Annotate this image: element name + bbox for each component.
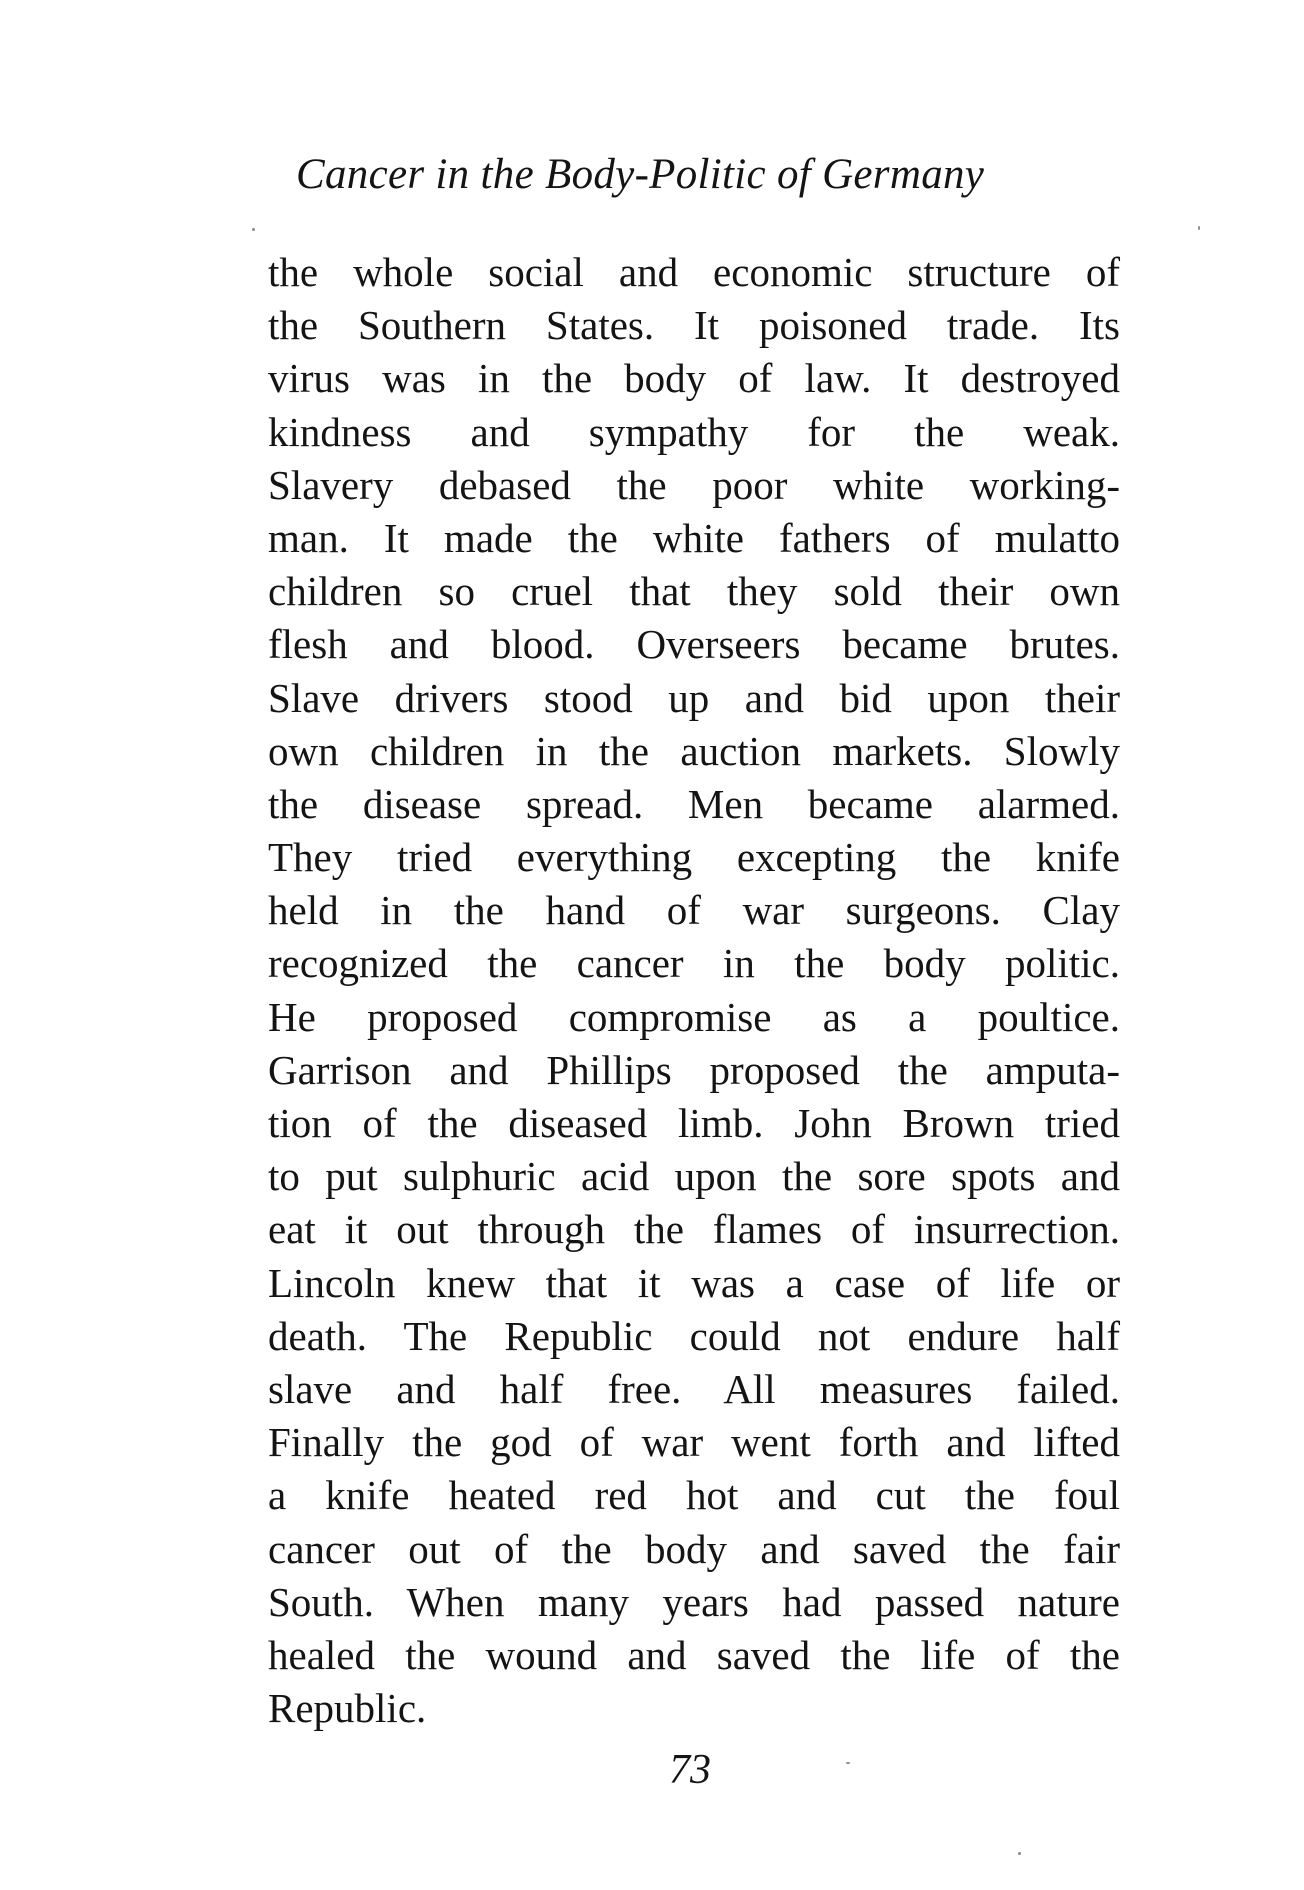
text-line: tion of the diseased limb. John Brown tried <box>268 1100 1120 1146</box>
body-text <box>268 246 1120 1735</box>
text-line: own children in the auction markets. Slowly <box>268 727 1120 774</box>
text-line: virus was in the body of law. It destroyed <box>268 355 1120 402</box>
text-line: children so cruel that they sold their own <box>268 568 1120 615</box>
text-line: Slavery debased the poor white working- <box>268 461 1120 508</box>
scan-speck <box>252 228 255 231</box>
text-line: Republic. <box>268 1685 427 1732</box>
text-line: slave and half free. All measures failed. <box>268 1365 1120 1412</box>
running-head: Cancer in the Body-Politic of Germany <box>296 151 985 198</box>
text-line: healed the wound and saved the life of the <box>268 1631 1120 1678</box>
text-line: held in the hand of war surgeons. Clay <box>268 887 1120 934</box>
text-line: the whole social and economic structure of <box>268 249 1120 295</box>
text-line: the disease spread. Men became alarmed. <box>268 780 1120 827</box>
text-line: He proposed compromise as a poultice. <box>268 993 1120 1040</box>
text-line: Finally the god of war went forth and lifted <box>268 1419 1120 1466</box>
text-line: death. The Republic could not endure half <box>268 1312 1120 1359</box>
text-line: South. When many years had passed nature <box>268 1578 1120 1625</box>
text-line: They tried everything excepting the knife <box>268 834 1120 881</box>
text-line: the Southern States. It poisoned trade. Its <box>268 302 1120 349</box>
text-line: recognized the cancer in the body politic. <box>268 940 1120 987</box>
text-line: a knife heated red hot and cut the foul <box>268 1472 1120 1519</box>
text-line: Lincoln knew that it was a case of life or <box>268 1259 1120 1306</box>
text-line: kindness and sympathy for the weak. <box>268 408 1120 455</box>
text-line: man. It made the white fathers of mulatto <box>268 514 1120 561</box>
text-line: Garrison and Phillips proposed the amputa- <box>268 1046 1120 1093</box>
scan-speck <box>1018 1852 1021 1855</box>
page-number: 73 <box>669 1747 711 1793</box>
text-line: eat it out through the flames of insurrection. <box>268 1206 1120 1253</box>
text-line: to put sulphuric acid upon the sore spots and <box>268 1153 1120 1200</box>
scan-speck <box>846 1762 850 1764</box>
text-line: Slave drivers stood up and bid upon their <box>268 674 1120 721</box>
text-line: cancer out of the body and saved the fair <box>268 1525 1120 1572</box>
scan-speck <box>1198 226 1200 230</box>
text-line: flesh and blood. Overseers became brutes. <box>268 621 1120 668</box>
